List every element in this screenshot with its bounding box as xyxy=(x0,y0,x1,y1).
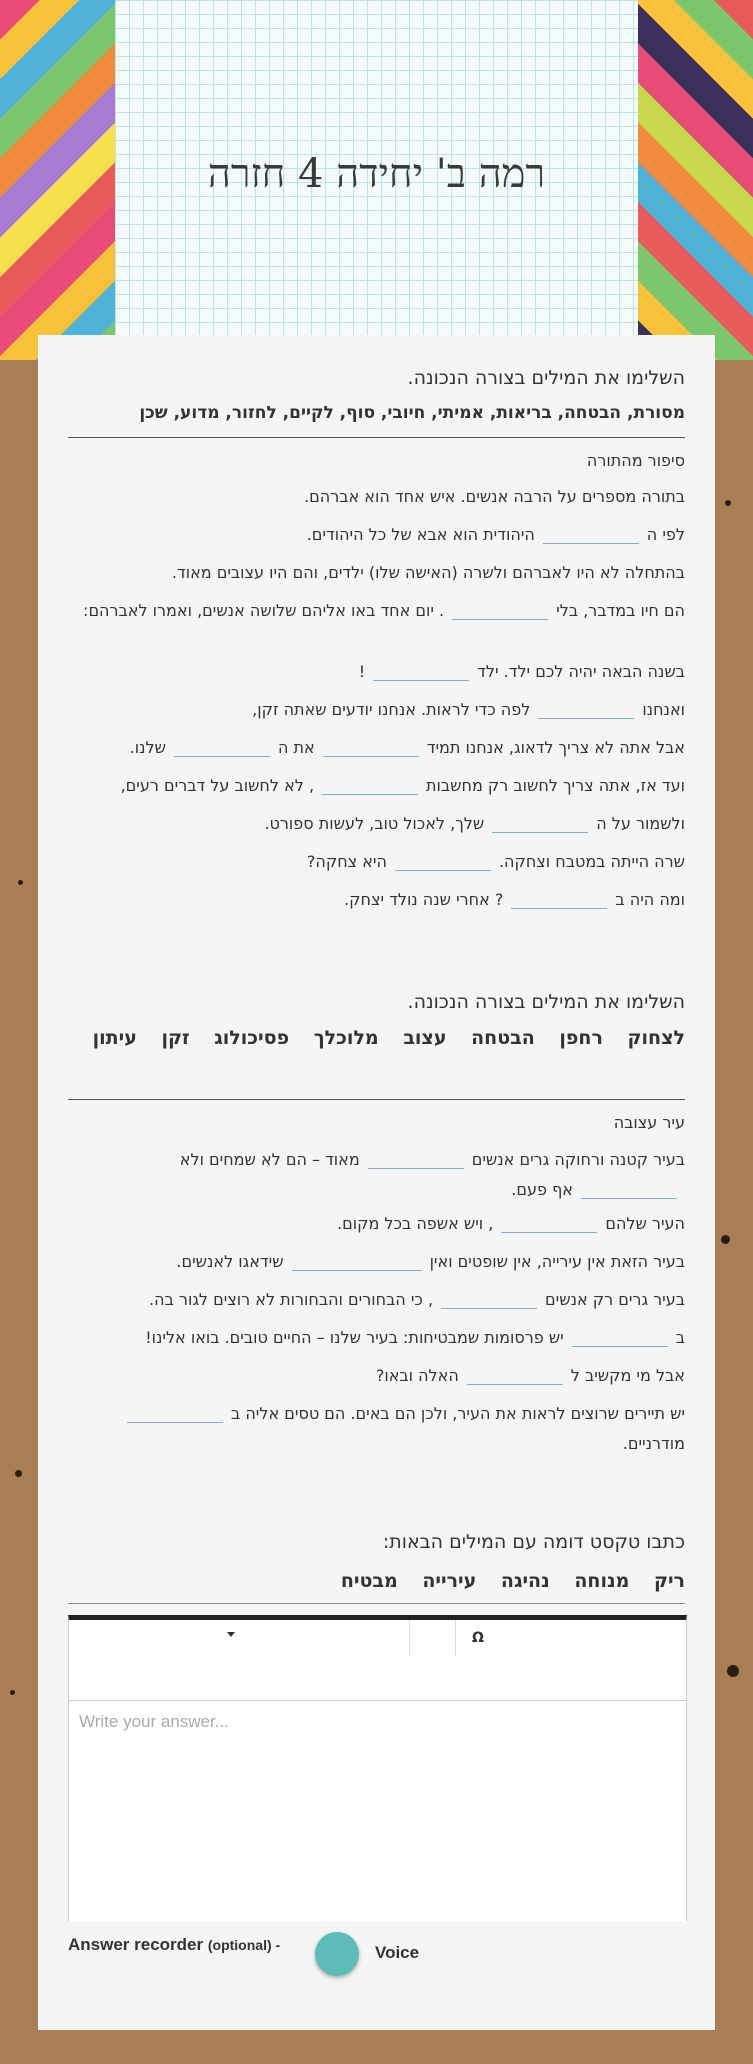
section1-instruction: השלימו את המילים בצורה הנכונה. xyxy=(407,367,685,389)
blank-input[interactable] xyxy=(292,1250,422,1271)
line-text: ב xyxy=(675,1328,685,1347)
line-text: אבל אתה לא צריך לדאוג, אנחנו תמיד xyxy=(426,738,685,757)
story-line xyxy=(68,695,685,725)
line-text: היהודית הוא אבא של כל היהודים. xyxy=(306,525,535,544)
recorder-label-text: Answer recorder xyxy=(68,1935,204,1954)
line-text: ולשמור על ה xyxy=(596,814,685,833)
story-line xyxy=(68,1399,685,1459)
voice-label: Voice xyxy=(375,1943,420,1962)
line-text: ועד אז, אתה צריך לחשוב רק מחשבות xyxy=(426,776,685,795)
blank-input[interactable] xyxy=(581,1178,677,1199)
section2-subtitle: עיר עצובה xyxy=(613,1113,685,1132)
speck xyxy=(727,1665,739,1677)
line-text: בעיר קטנה ורחוקה גרים אנשים xyxy=(471,1150,685,1169)
story-line xyxy=(68,1247,685,1277)
line-text: בתורה מספרים על הרבה אנשים. איש אחד הוא אברהם. xyxy=(304,487,685,506)
rich-text-editor xyxy=(68,1615,687,1921)
section1-subtitle: סיפור מהתורה xyxy=(586,451,685,470)
blank-input[interactable] xyxy=(368,1148,464,1169)
line-text: שלנו. xyxy=(129,738,166,757)
line-text: הם חיו במדבר, בלי xyxy=(556,601,685,620)
blank-input[interactable] xyxy=(452,599,548,620)
record-voice-button[interactable] xyxy=(315,1932,359,1976)
story-line xyxy=(68,733,685,763)
blank-input[interactable] xyxy=(373,660,469,681)
line-text: בשנה הבאה יהיה לכם ילד. ילד xyxy=(477,662,685,681)
line-text: אף פעם. xyxy=(511,1180,573,1199)
line-text: שרה הייתה במטבח וצחקה. xyxy=(498,852,685,871)
story-line xyxy=(68,596,685,626)
blank-input[interactable] xyxy=(543,523,639,544)
bank-word: פסיכולוג xyxy=(214,1027,290,1049)
line-text: ואנחנו xyxy=(642,700,685,719)
blank-input[interactable] xyxy=(127,1402,223,1423)
header-pattern-right xyxy=(638,0,753,360)
line-text: , לא לחשוב על דברים רעים, xyxy=(120,776,315,795)
special-characters-icon[interactable]: Ω xyxy=(472,1630,484,1646)
list-word: נהיגה xyxy=(500,1570,550,1592)
bank-word: מלוכלך xyxy=(313,1027,379,1049)
blank-input[interactable] xyxy=(441,1288,537,1309)
section2-word-bank xyxy=(75,1027,685,1049)
line-text: ? אחרי שנה נולד יצחק. xyxy=(344,890,504,909)
line-text: בעיר גרים רק אנשים xyxy=(545,1290,685,1309)
worksheet-card xyxy=(38,335,715,2030)
story-line xyxy=(68,1285,685,1315)
answer-recorder-label xyxy=(68,1935,280,1955)
blank-input[interactable] xyxy=(511,888,607,909)
blank-input[interactable] xyxy=(572,1326,668,1347)
story-line xyxy=(68,1323,685,1353)
story-line xyxy=(68,657,685,687)
bank-word: עיתון xyxy=(92,1027,137,1049)
line-text: העיר שלהם xyxy=(605,1214,685,1233)
speck xyxy=(18,880,23,885)
blank-input[interactable] xyxy=(322,774,418,795)
list-word: מנוחה xyxy=(574,1570,630,1592)
line-text: האלה ובאו? xyxy=(375,1366,459,1385)
section3-instruction: כתבו טקסט דומה עם המילים הבאות: xyxy=(382,1531,685,1553)
blank-input[interactable] xyxy=(174,736,270,757)
story-line xyxy=(68,520,685,550)
line-text: בעיר הזאת אין עירייה, אין שופטים ואין xyxy=(429,1252,685,1271)
story-line xyxy=(68,1209,685,1239)
story-line xyxy=(68,482,685,512)
story-line xyxy=(68,885,685,915)
recorder-optional-text: (optional) - xyxy=(207,1937,281,1953)
line-text: ! xyxy=(358,662,366,681)
chevron-down-icon[interactable] xyxy=(227,1632,235,1637)
blank-input[interactable] xyxy=(538,698,634,719)
speck xyxy=(721,1235,730,1244)
bank-word: רחפן xyxy=(559,1027,603,1049)
line-text: לפי ה xyxy=(646,525,685,544)
line-text: אבל מי מקשיב ל xyxy=(570,1366,685,1385)
answer-textarea[interactable] xyxy=(69,1702,686,1922)
bank-word: הבטחה xyxy=(471,1027,535,1049)
section3-word-list xyxy=(323,1570,685,1592)
story-line xyxy=(68,558,685,588)
line-text: . יום אחד באו אליהם שלושה אנשים, ואמרו לאברהם: xyxy=(83,601,445,620)
story-line xyxy=(68,1145,685,1205)
line-text: לפה כדי לראות. אנחנו יודעים שאתה זקן, xyxy=(252,700,531,719)
line-text: שלך, לאכול טוב, לעשות ספורט. xyxy=(264,814,485,833)
editor-toolbar xyxy=(69,1620,686,1701)
blank-input[interactable] xyxy=(323,736,419,757)
story-line xyxy=(68,847,685,877)
speck xyxy=(10,1690,15,1695)
divider xyxy=(68,437,685,438)
header-pattern-left xyxy=(0,0,115,360)
line-text: יש תיירים שרוצים לראות את העיר, ולכן הם באים. הם טסים אליה ב xyxy=(231,1404,685,1423)
line-text: יש פרסומות שמבטיחות: בעיר שלנו – החיים טובים. בואו אלינו! xyxy=(145,1328,564,1347)
line-text: , כי הבחורים והבחורות לא רוצים לגור בה. xyxy=(149,1290,434,1309)
speck xyxy=(15,1470,22,1477)
line-text: היא צחקה? xyxy=(306,852,387,871)
page-title: רמה ב' יחידה 4 חזרה xyxy=(207,151,546,197)
toolbar-separator xyxy=(409,1620,410,1656)
list-word: עירייה xyxy=(422,1570,477,1592)
list-word: ריק xyxy=(653,1570,685,1592)
story-line xyxy=(68,771,685,801)
section2-instruction: השלימו את המילים בצורה הנכונה. xyxy=(407,991,685,1013)
line-text: ומה היה ב xyxy=(615,890,685,909)
blank-input[interactable] xyxy=(501,1212,597,1233)
divider xyxy=(68,1603,685,1604)
story-line xyxy=(68,809,685,839)
blank-input[interactable] xyxy=(492,812,588,833)
bank-word: עצוב xyxy=(403,1027,447,1049)
line-text: מאוד – הם לא שמחים ולא xyxy=(179,1150,360,1169)
line-text: בהתחלה לא היו לאברהם ולשרה (האישה שלו) ילדים, והם היו עצובים מאוד. xyxy=(171,563,685,582)
toolbar-separator xyxy=(455,1620,456,1656)
section1-word-bank: מסורת, הבטחה, בריאות, אמיתי, חיובי, סוף, לקיים, לחזור, מדוע, שכן xyxy=(139,403,685,423)
bank-word: זקן xyxy=(161,1027,190,1049)
list-word: מבטיח xyxy=(340,1570,398,1592)
line-text: שידאגו לאנשים. xyxy=(176,1252,284,1271)
line-text: , ויש אשפה בכל מקום. xyxy=(337,1214,494,1233)
divider xyxy=(68,1099,685,1100)
line-text: את ה xyxy=(277,738,315,757)
bank-word: לצחוק xyxy=(627,1027,685,1049)
speck xyxy=(725,500,731,506)
story-line xyxy=(68,1361,685,1391)
line-text: מודרניים. xyxy=(622,1434,685,1453)
blank-input[interactable] xyxy=(467,1364,563,1385)
blank-input[interactable] xyxy=(395,850,491,871)
